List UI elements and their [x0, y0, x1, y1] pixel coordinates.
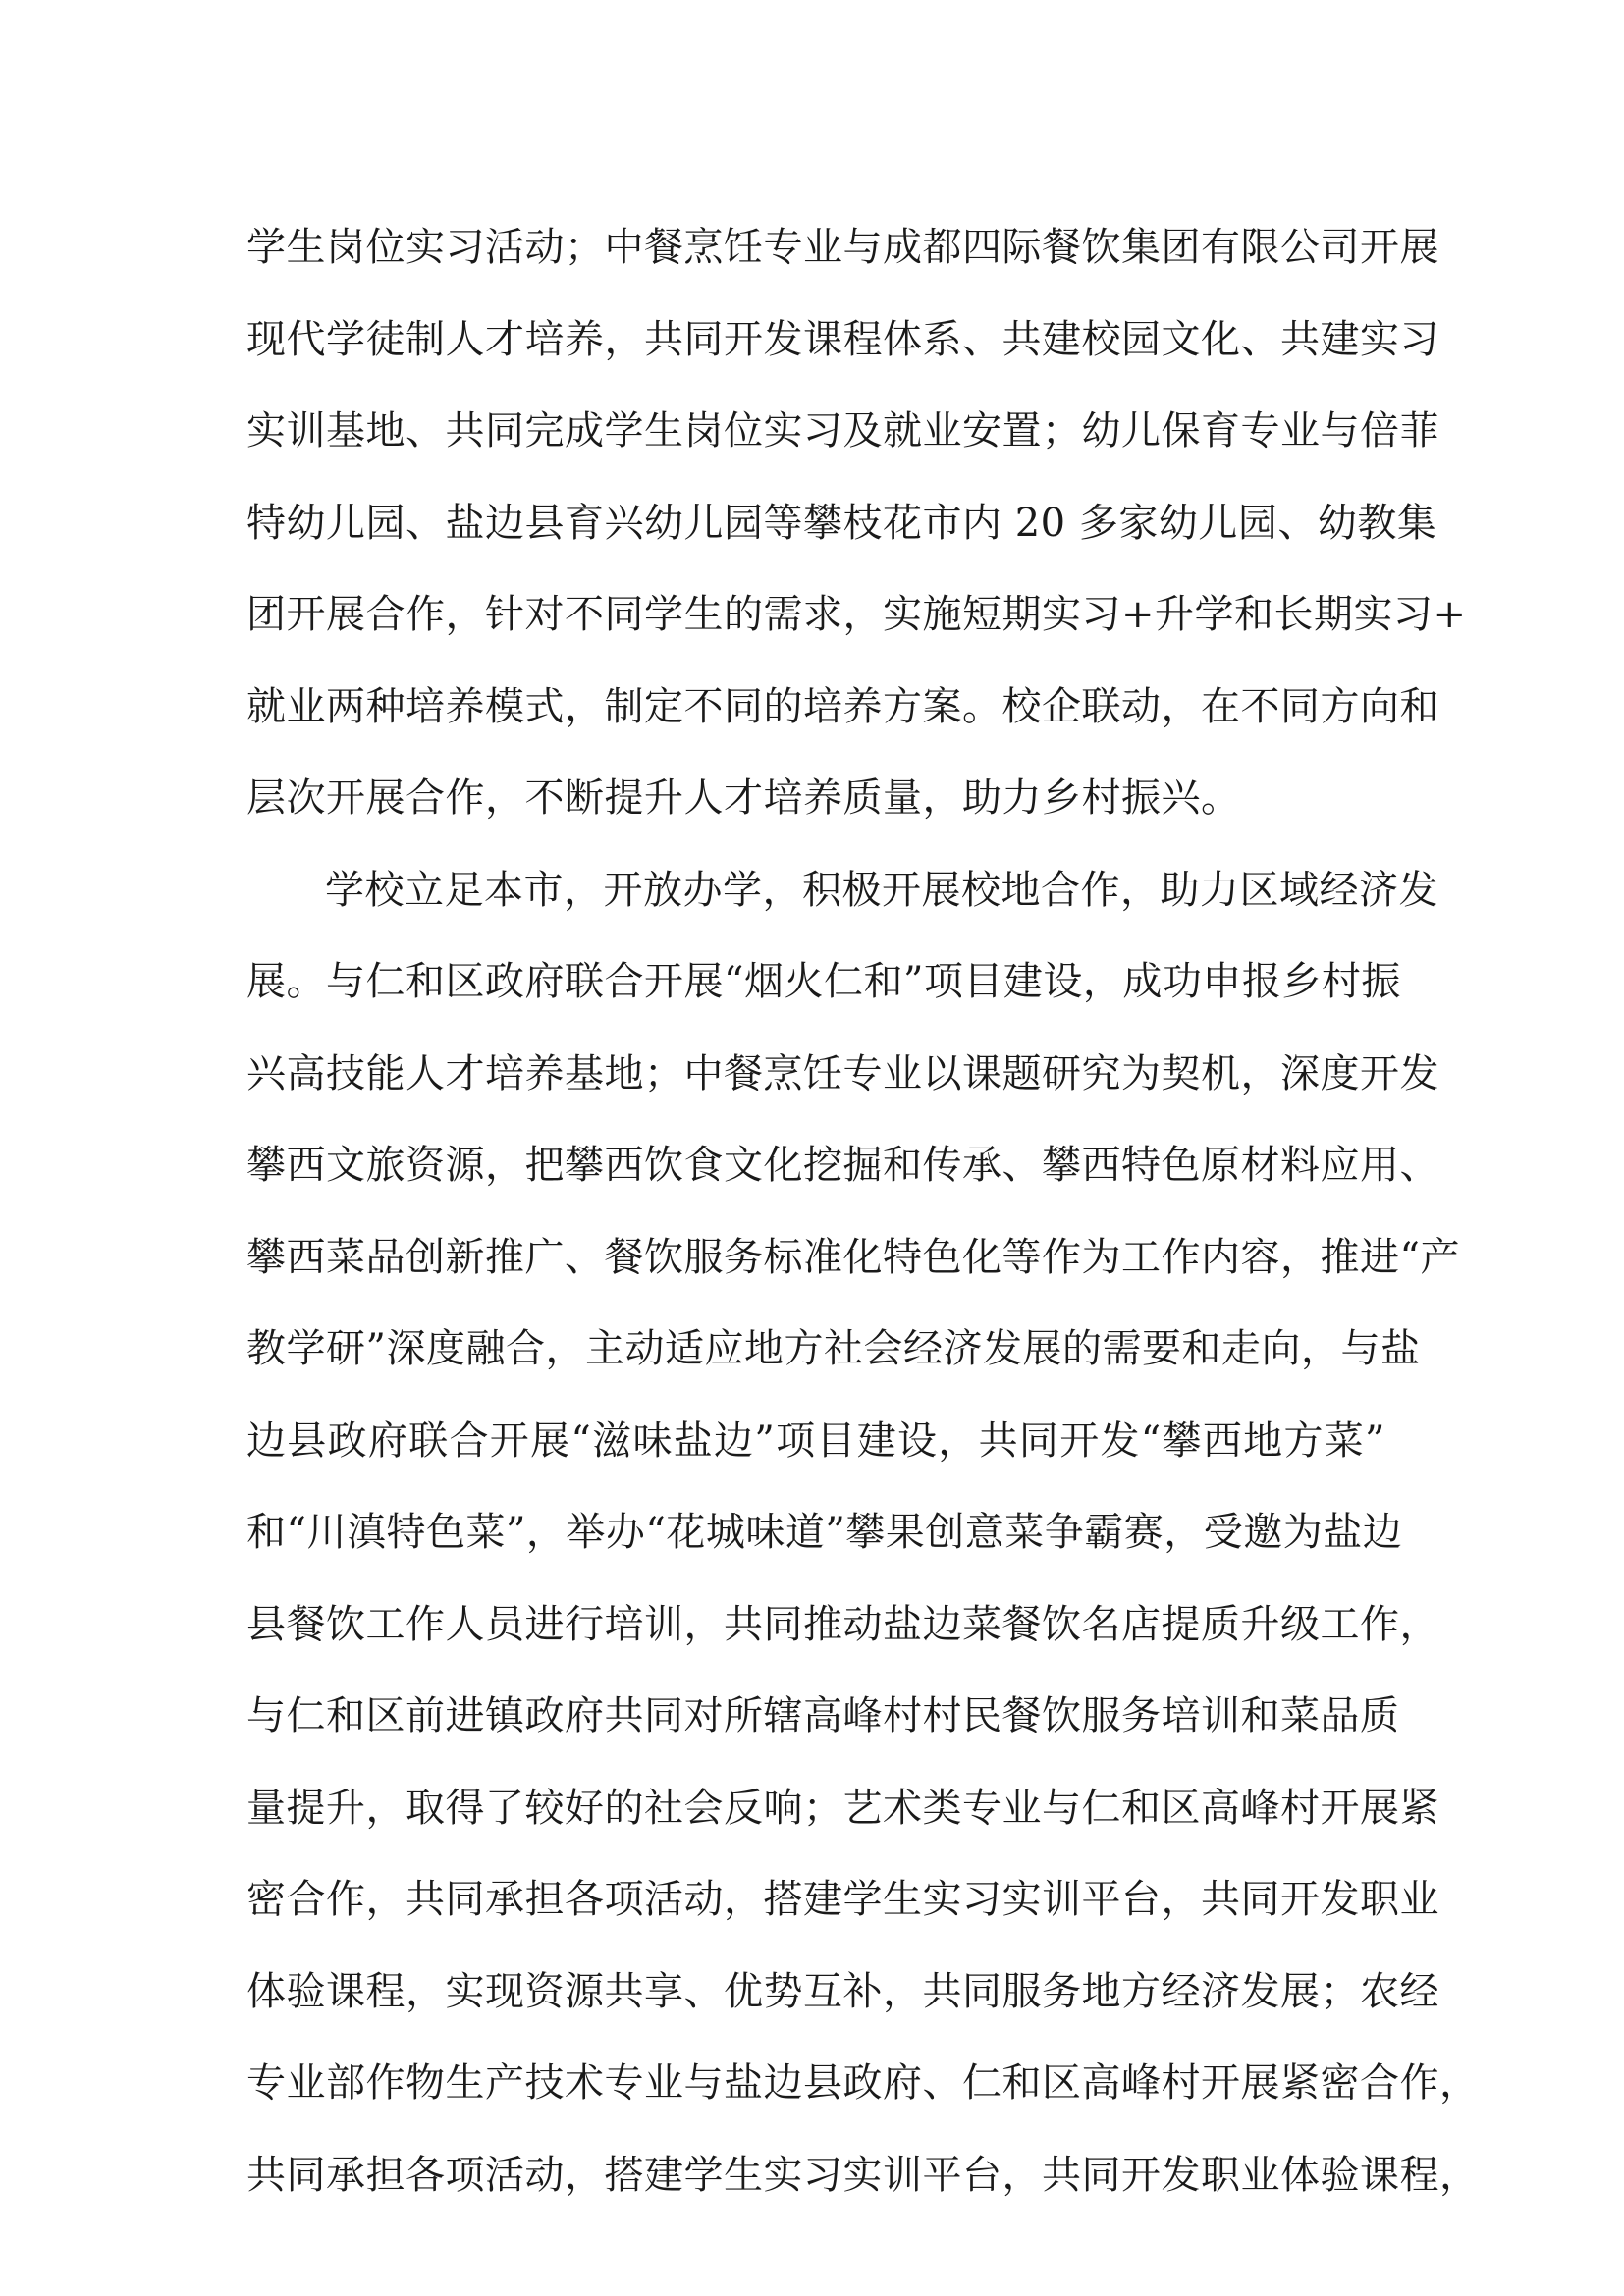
text-line: 层次开展合作，不断提升人才培养质量，助力乡村振兴。	[246, 775, 1241, 821]
text-line: 与仁和区前进镇政府共同对所辖高峰村村民餐饮服务培训和菜品质	[246, 1693, 1400, 1738]
text-line: 量提升，取得了较好的社会反响；艺术类专业与仁和区高峰村开展紧	[246, 1785, 1439, 1831]
text-line: 县餐饮工作人员进行培训，共同推动盐边菜餐饮名店提质升级工作，	[246, 1601, 1439, 1647]
text-line: 实训基地、共同完成学生岗位实习及就业安置；幼儿保育专业与倍菲	[246, 408, 1439, 454]
text-line: 就业两种培养模式，制定不同的培养方案。校企联动，在不同方向和	[246, 683, 1439, 729]
text-line: 团开展合作，针对不同学生的需求，实施短期实习+升学和长期实习+	[246, 592, 1467, 637]
text-line: 学校立足本市，开放办学，积极开展校地合作，助力区域经济发	[325, 867, 1438, 913]
text-line: 特幼儿园、盐边县育兴幼儿园等攀枝花市内 20 多家幼儿园、幼教集	[246, 500, 1437, 546]
text-line: 专业部作物生产技术专业与盐边县政府、仁和区高峰村开展紧密合作，	[246, 2060, 1480, 2106]
text-line: 教学研”深度融合，主动适应地方社会经济发展的需要和走向，与盐	[246, 1326, 1421, 1371]
text-line: 体验课程，实现资源共享、优势互补，共同服务地方经济发展；农经	[246, 1968, 1439, 2014]
text-line: 兴高技能人才培养基地；中餐烹饪专业以课题研究为契机，深度开发	[246, 1050, 1439, 1096]
text-line: 学生岗位实习活动；中餐烹饪专业与成都四际餐饮集团有限公司开展	[246, 225, 1439, 270]
text-line: 攀西菜品创新推广、餐饮服务标准化特色化等作为工作内容，推进“产	[246, 1234, 1460, 1280]
text-line: 攀西文旅资源，把攀西饮食文化挖掘和传承、攀西特色原材料应用、	[246, 1143, 1439, 1188]
text-line: 现代学徒制人才培养，共同开发课程体系、共建校园文化、共建实习	[246, 316, 1439, 362]
text-line: 展。与仁和区政府联合开展“烟火仁和”项目建设，成功申报乡村振	[246, 959, 1401, 1004]
body-text	[246, 202, 1480, 2221]
paragraph-2	[246, 845, 1480, 2222]
text-line: 密合作，共同承担各项活动，搭建学生实习实训平台，共同开发职业	[246, 1877, 1439, 1922]
text-line: 边县政府联合开展“滋味盐边”项目建设，共同开发“攀西地方菜”	[246, 1417, 1385, 1464]
text-line: 和“川滇特色菜”，举办“花城味道”攀果创意菜争霸赛，受邀为盐边	[246, 1510, 1403, 1555]
text-line: 共同承担各项活动，搭建学生实习实训平台，共同开发职业体验课程，	[246, 2152, 1480, 2198]
paragraph-1	[246, 202, 1467, 845]
